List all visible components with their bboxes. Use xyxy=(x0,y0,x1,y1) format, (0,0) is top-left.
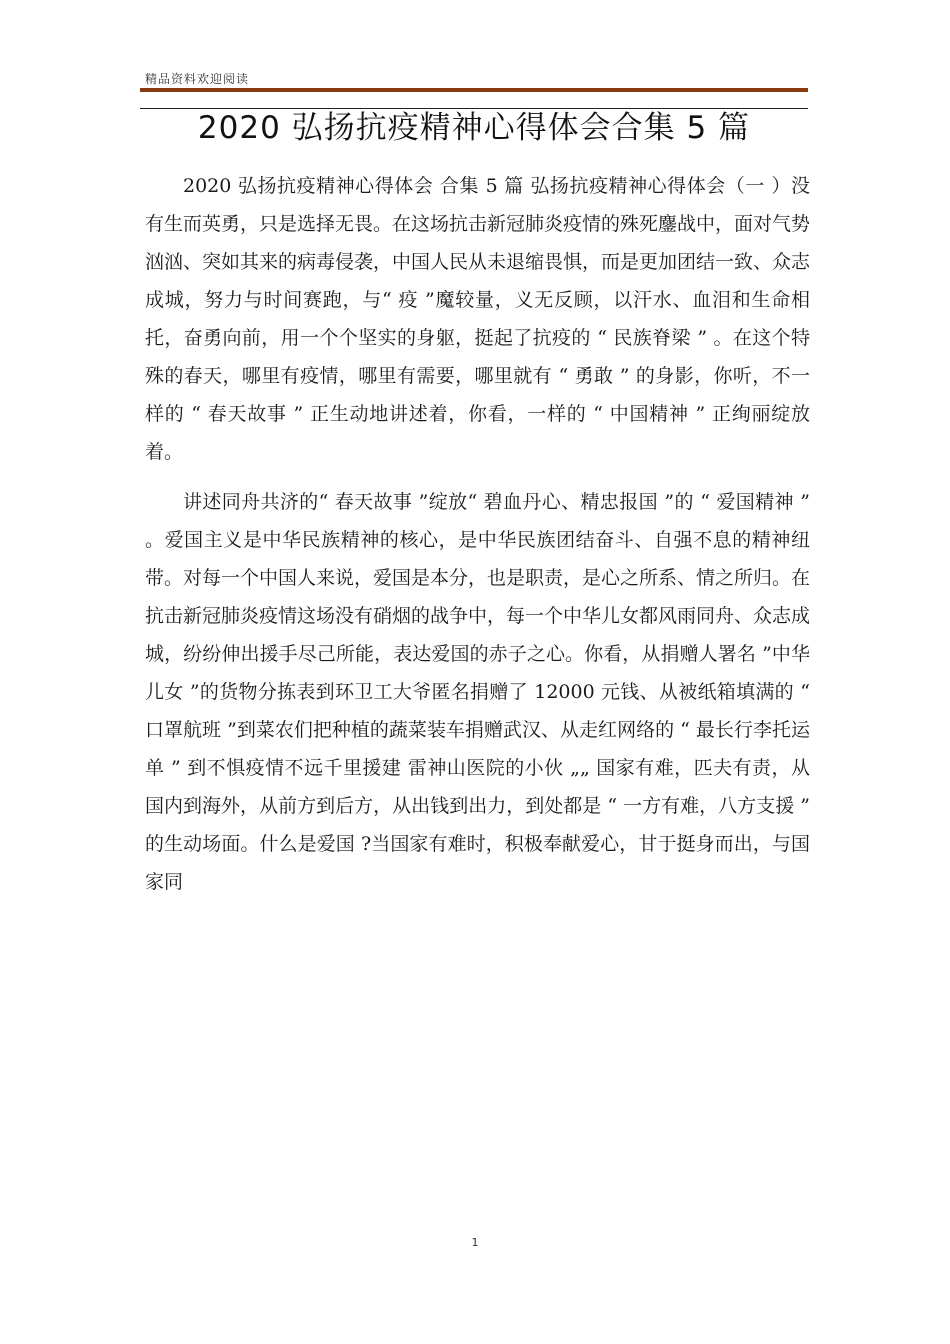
document-body xyxy=(145,167,810,913)
header-text: 精品资料欢迎阅读 xyxy=(145,72,250,86)
document-title: 2020 弘扬抗疫精神心得体会合集 5 篇 xyxy=(197,110,751,146)
page-number: 1 xyxy=(471,1236,479,1249)
paragraph-2: 讲述同舟共济的“ 春天故事 ”绽放“ 碧血丹心、精忠报国 ”的 “ 爱国精神 ” 。爱国主义是中华民族精神的核心，是中华民族团结奋斗、自强不息的精神纽带。对每一个中国人来说，爱国是本分，也是职责，是心之所系、情之所归。在抗击新冠肺炎疫情这场没有硝烟的战争中，每一个中华儿女都风雨同舟、众志成城，纷纷伸出援手尽己所能，表达爱国的赤子之心。你看，从捐赠人署名 ”中华儿女 ”的货物分拣表到环卫工大爷匿名捐赠了 12000 元钱、从被纸箱填满的 “ 口罩航班 ”到菜农们把种植的蔬菜装车捐赠武汉、从走红网络的 “ 最长行李托运单 ” 到不惧疫情不远千里援建 雷神山医院的小伙 „„ 国家有难，匹夫有责，从国内到海外，从前方到后方，从出钱到出力，到处都是 “ 一方有难，八方支援 ” 的生动场面。什么是爱国 ?当国家有难时，积极奉献爱心，甘于挺身而出，与国家同 xyxy=(145,491,811,893)
header-rule xyxy=(140,88,808,92)
paragraph-1: 2020 弘扬抗疫精神心得体会 合集 5 篇 弘扬抗疫精神心得体会（一 ）没有生而英勇，只是选择无畏。在这场抗击新冠肺炎疫情的殊死鏖战中，面对气势汹汹、突如其来的病毒侵袭，中国人民从未退缩畏惧，而是更加团结一致、众志成城，努力与时间赛跑，与“ 疫 ”魔较量，义无反顾，以汗水、血泪和生命相托，奋勇向前，用一个个坚实的身躯，挺起了抗疫的 “ 民族脊梁 ” 。在这个特殊的春天，哪里有疫情，哪里有需要，哪里就有 “ 勇敢 ” 的身影，你听，不一样的 “ 春天故事 ” 正生动地讲述着，你看，一样的 “ 中国精神 ” 正绚丽绽放着。 xyxy=(145,175,811,463)
